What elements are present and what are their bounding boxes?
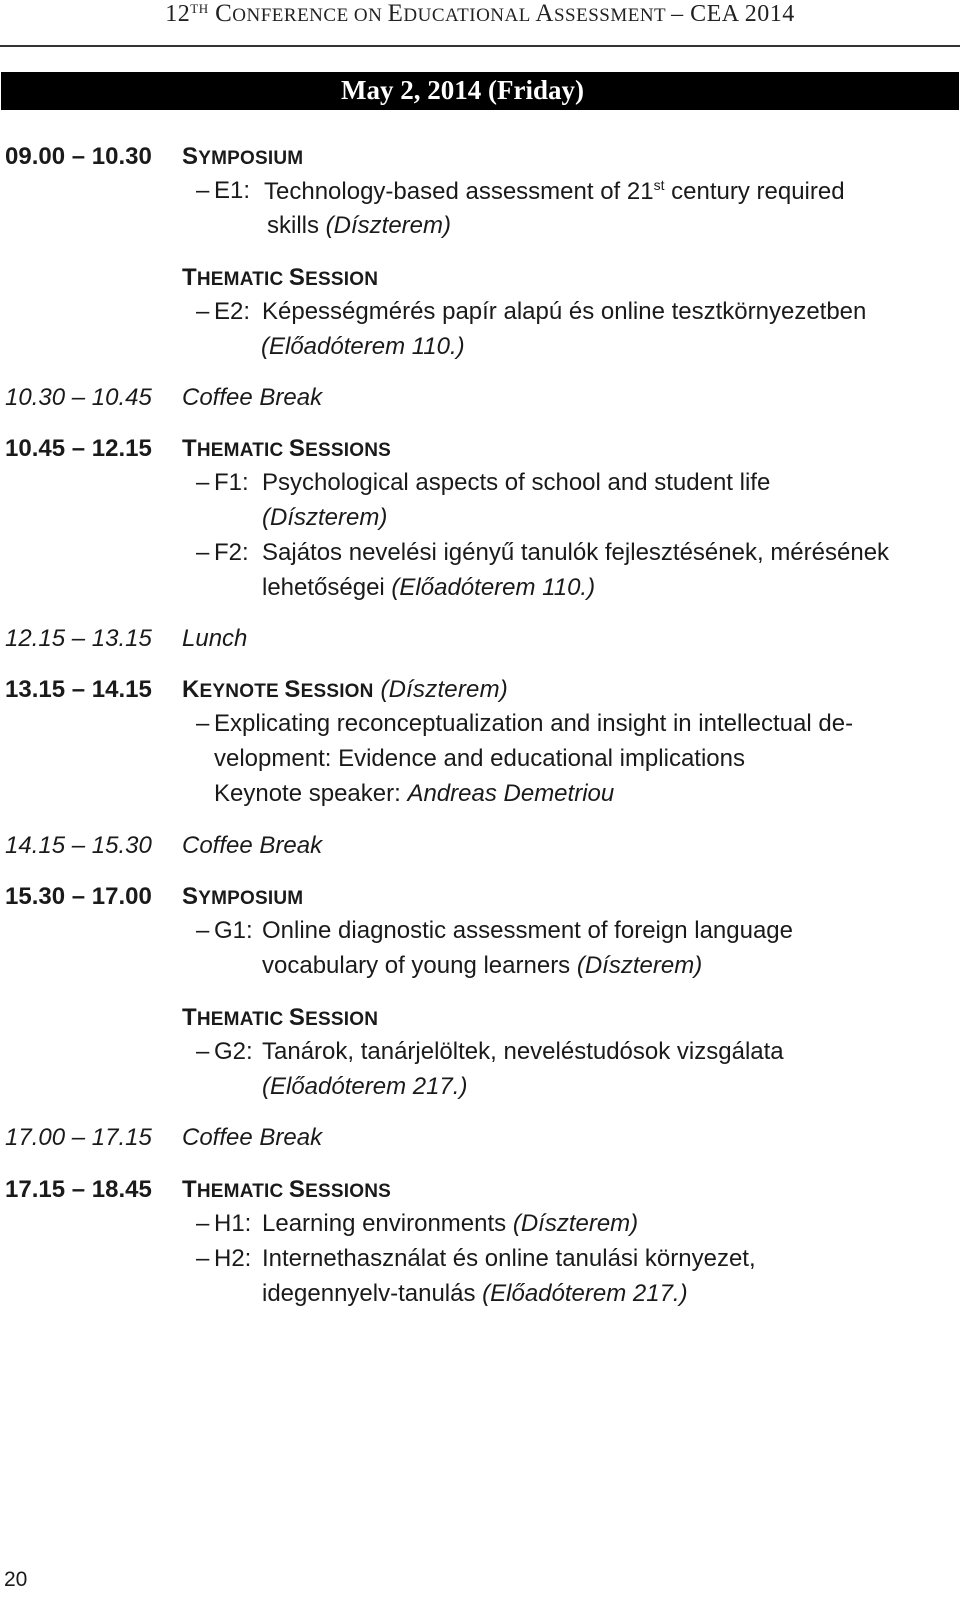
date-banner: [1, 72, 959, 110]
session-title: Képességmérés papír alapú és online tesztkörnyezetben: [262, 298, 867, 325]
room-label: (Díszterem): [319, 212, 451, 239]
dash-marker: –: [196, 710, 210, 737]
room-label: (Előadóterem 110.): [261, 333, 465, 360]
break-label: Coffee Break: [182, 384, 323, 411]
room-label: (Előadóterem 217.): [475, 1280, 688, 1307]
break-label: Coffee Break: [182, 1124, 323, 1151]
header-tail: – CEA 2014: [671, 1, 795, 27]
dash-marker: –: [196, 177, 210, 204]
time-slot: 14.15 – 15.30: [5, 832, 152, 859]
keynote-speaker: Keynote speaker: Andreas Demetriou: [214, 780, 615, 807]
session-title-cont: lehetőségei (Előadóterem 110.): [262, 574, 596, 601]
session-title: Learning environments (Díszterem): [262, 1210, 639, 1237]
dash-marker: –: [196, 1038, 210, 1065]
session-type: SYMPOSIUM: [182, 883, 304, 910]
header-c: C: [215, 0, 233, 27]
time-slot: 09.00 – 10.30: [5, 143, 152, 170]
session-title: Psychological aspects of school and student life: [262, 469, 771, 496]
session-type: KEYNOTE SESSION (Díszterem): [182, 676, 508, 703]
header-number: 12: [165, 1, 191, 27]
session-code: E2:: [214, 298, 251, 325]
keynote-title: Explicating reconceptualization and insight in intellectual de-: [214, 710, 854, 737]
session-type: THEMATIC SESSION: [182, 264, 379, 291]
dash-marker: –: [196, 298, 210, 325]
session-code: G2:: [214, 1038, 253, 1065]
dash-marker: –: [196, 917, 210, 944]
time-slot: 17.15 – 18.45: [5, 1176, 152, 1203]
room-label: (Előadóterem 110.): [384, 574, 596, 601]
room-label: (Díszterem): [506, 1210, 639, 1237]
dash-marker: –: [196, 1245, 210, 1272]
session-type: SYMPOSIUM: [182, 143, 304, 170]
session-title: Sajátos nevelési igényű tanulók fejlesztésének, mérésének: [262, 539, 890, 566]
running-header: [0, 0, 960, 28]
speaker-name: Andreas Demetriou: [407, 780, 615, 807]
room-label: (Díszterem): [373, 676, 508, 703]
break-label: Coffee Break: [182, 832, 323, 859]
time-slot: 10.30 – 10.45: [5, 384, 152, 411]
page-number: 20: [4, 1568, 28, 1591]
header-e: E: [387, 0, 404, 27]
session-code: F1:: [214, 469, 249, 496]
session-title: Tanárok, tanárjelöltek, neveléstudósok vizsgálata: [262, 1038, 784, 1065]
session-type: THEMATIC SESSIONS: [182, 435, 391, 462]
time-slot: 12.15 – 13.15: [5, 625, 152, 652]
header-rule: [0, 45, 960, 47]
session-title-cont: vocabulary of young learners (Díszterem): [262, 952, 703, 979]
date-title: May 2, 2014 (Friday): [341, 75, 584, 105]
header-ssessment: SSESSMENT: [553, 5, 672, 26]
session-title: Online diagnostic assessment of foreign language: [262, 917, 793, 944]
time-slot: 13.15 – 14.15: [5, 676, 152, 703]
header-a: A: [535, 0, 554, 27]
dash-marker: –: [196, 1210, 210, 1237]
keynote-title-cont: velopment: Evidence and educational implications: [214, 745, 745, 772]
room-label: (Díszterem): [570, 952, 703, 979]
header-ducational: DUCATIONAL: [403, 5, 536, 26]
session-title: Technology-based assessment of 21st century required: [264, 177, 845, 205]
time-slot: 10.45 – 12.15: [5, 435, 152, 462]
time-slot: 15.30 – 17.00: [5, 883, 152, 910]
session-code: G1:: [214, 917, 253, 944]
header-th: TH: [190, 1, 209, 16]
session-code: H2:: [214, 1245, 252, 1272]
session-type: THEMATIC SESSIONS: [182, 1176, 391, 1203]
session-code: E1:: [214, 177, 251, 204]
room-label: (Díszterem): [262, 504, 388, 531]
session-title-cont: skills (Díszterem): [267, 212, 451, 239]
room-label: (Előadóterem 217.): [262, 1073, 468, 1100]
session-title: Internethasználat és online tanulási környezet,: [262, 1245, 756, 1272]
break-label: Lunch: [182, 625, 248, 652]
dash-marker: –: [196, 469, 210, 496]
header-onference: ONFERENCE ON: [232, 5, 388, 26]
session-code: F2:: [214, 539, 249, 566]
session-code: H1:: [214, 1210, 252, 1237]
session-title-cont: idegennyelv-tanulás (Előadóterem 217.): [262, 1280, 688, 1307]
dash-marker: –: [196, 539, 210, 566]
session-type: THEMATIC SESSION: [182, 1004, 379, 1031]
time-slot: 17.00 – 17.15: [5, 1124, 152, 1151]
